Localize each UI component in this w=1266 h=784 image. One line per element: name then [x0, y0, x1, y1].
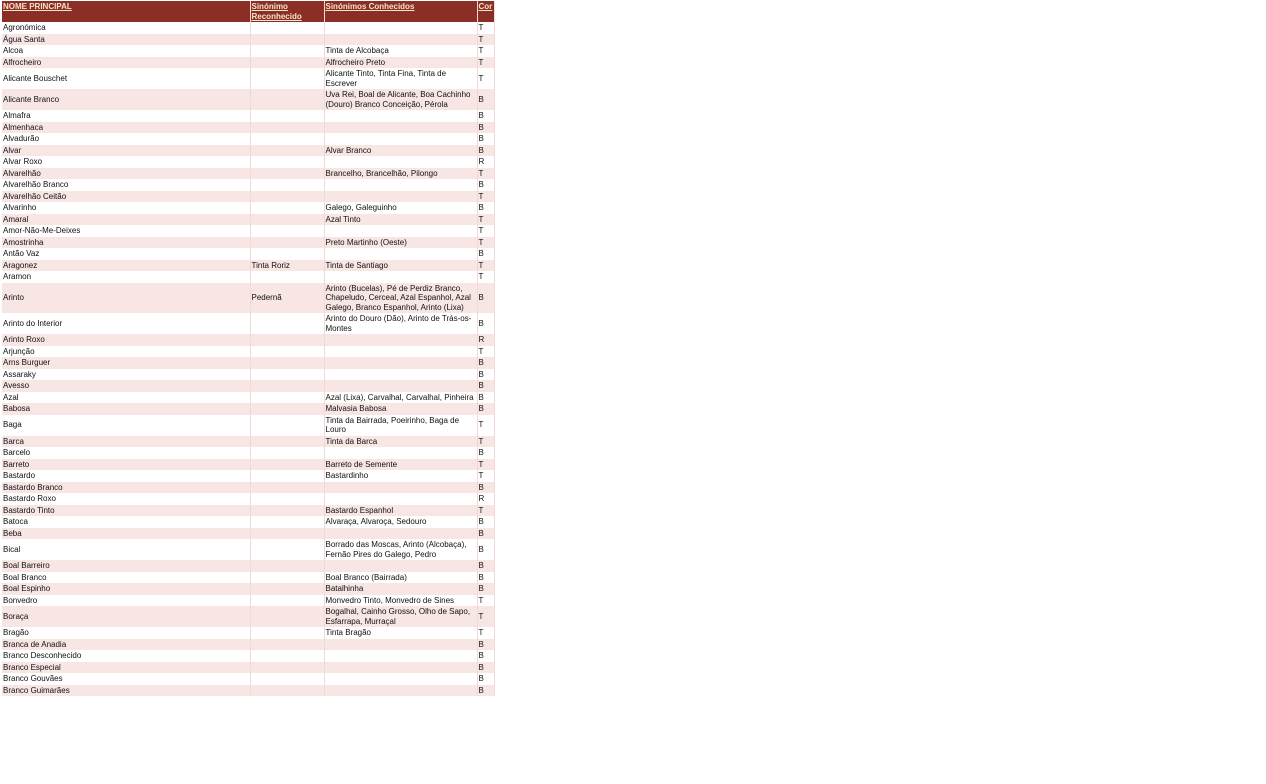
table-row — [2, 248, 494, 260]
cell-sinonimos-conhecidos[interactable]: Azal (Lixa), Carvalhal, Carvalhal, Pinheira — [324, 392, 477, 404]
cell-sinonimos-conhecidos[interactable] — [324, 447, 477, 459]
cell-sinonimos-conhecidos[interactable]: Alicante Tinto, Tinta Fina, Tinta de Escrever — [324, 68, 477, 89]
cell-nome-principal[interactable]: Antão Vaz — [2, 248, 250, 260]
cell-cor[interactable]: T — [477, 68, 494, 89]
cell-cor[interactable]: B — [477, 133, 494, 145]
cell-sinonimos-conhecidos[interactable] — [324, 482, 477, 494]
table-row — [2, 68, 494, 89]
table-row — [2, 225, 494, 237]
table-row — [2, 392, 494, 404]
cell-nome-principal[interactable]: Boal Branco — [2, 572, 250, 584]
table-body — [2, 22, 494, 696]
cell-nome-principal[interactable]: Branco Desconhecido — [2, 650, 250, 662]
cell-nome-principal[interactable]: Azal — [2, 392, 250, 404]
cell-sinonimo-reconhecido[interactable] — [250, 271, 324, 283]
table-row — [2, 505, 494, 517]
cell-nome-principal[interactable]: Amaral — [2, 214, 250, 226]
table-row — [2, 606, 494, 627]
cell-nome-principal[interactable]: Alvarelhão Ceitão — [2, 191, 250, 203]
cell-nome-principal[interactable]: Bical — [2, 539, 250, 560]
cell-sinonimos-conhecidos[interactable] — [324, 639, 477, 651]
cell-sinonimos-conhecidos[interactable] — [324, 380, 477, 392]
cell-cor[interactable]: B — [477, 572, 494, 584]
cell-nome-principal[interactable]: Alvarelhão Branco — [2, 179, 250, 191]
cell-cor[interactable]: B — [477, 482, 494, 494]
cell-sinonimo-reconhecido[interactable] — [250, 369, 324, 381]
cell-nome-principal[interactable]: Boraça — [2, 606, 250, 627]
cell-sinonimos-conhecidos[interactable] — [324, 133, 477, 145]
table-row — [2, 191, 494, 203]
cell-sinonimos-conhecidos[interactable]: Barreto de Semente — [324, 459, 477, 471]
cell-sinonimo-reconhecido[interactable] — [250, 57, 324, 69]
cell-sinonimos-conhecidos[interactable] — [324, 156, 477, 168]
cell-sinonimos-conhecidos[interactable]: Preto Martinho (Oeste) — [324, 237, 477, 249]
cell-cor[interactable]: T — [477, 436, 494, 448]
cell-nome-principal[interactable]: Almafra — [2, 110, 250, 122]
header-sinonimos-conhecidos[interactable]: Sinónimos Conhecidos — [324, 1, 477, 22]
table-row — [2, 447, 494, 459]
cell-sinonimos-conhecidos[interactable]: Brancelho, Brancelhão, Pilongo — [324, 168, 477, 180]
table-row — [2, 357, 494, 369]
cell-sinonimo-reconhecido[interactable] — [250, 685, 324, 697]
table-row — [2, 470, 494, 482]
cell-sinonimo-reconhecido[interactable] — [250, 650, 324, 662]
cell-nome-principal[interactable]: Bastardo Branco — [2, 482, 250, 494]
cell-cor[interactable]: T — [477, 595, 494, 607]
cell-sinonimos-conhecidos[interactable] — [324, 357, 477, 369]
cell-sinonimo-reconhecido[interactable] — [250, 334, 324, 346]
cell-sinonimos-conhecidos[interactable]: Monvedro Tinto, Monvedro de Sines — [324, 595, 477, 607]
cell-cor[interactable]: B — [477, 685, 494, 697]
cell-sinonimos-conhecidos[interactable]: Tinta da Barca — [324, 436, 477, 448]
cell-nome-principal[interactable]: Arinto Roxo — [2, 334, 250, 346]
cell-sinonimo-reconhecido[interactable] — [250, 539, 324, 560]
cell-sinonimo-reconhecido[interactable] — [250, 225, 324, 237]
table-row — [2, 271, 494, 283]
cell-nome-principal[interactable]: Babosa — [2, 403, 250, 415]
cell-cor[interactable]: B — [477, 560, 494, 572]
cell-cor[interactable]: B — [477, 248, 494, 260]
table-row — [2, 283, 494, 314]
cell-sinonimo-reconhecido[interactable] — [250, 202, 324, 214]
cell-sinonimo-reconhecido[interactable] — [250, 627, 324, 639]
cell-cor[interactable]: T — [477, 271, 494, 283]
cell-sinonimo-reconhecido[interactable] — [250, 516, 324, 528]
table-row — [2, 380, 494, 392]
varieties-table — [2, 1, 495, 696]
cell-nome-principal[interactable]: Branco Especial — [2, 662, 250, 674]
cell-sinonimo-reconhecido[interactable] — [250, 436, 324, 448]
cell-nome-principal[interactable]: Amor-Não-Me-Deixes — [2, 225, 250, 237]
cell-cor[interactable]: T — [477, 57, 494, 69]
cell-sinonimo-reconhecido[interactable] — [250, 639, 324, 651]
cell-sinonimos-conhecidos[interactable] — [324, 271, 477, 283]
table-row — [2, 34, 494, 46]
cell-cor[interactable]: B — [477, 528, 494, 540]
cell-sinonimos-conhecidos[interactable]: Azal Tinto — [324, 214, 477, 226]
table-row — [2, 685, 494, 697]
cell-nome-principal[interactable]: Bragão — [2, 627, 250, 639]
cell-sinonimo-reconhecido[interactable] — [250, 110, 324, 122]
cell-sinonimos-conhecidos[interactable]: Borrado das Moscas, Arinto (Alcobaça), Fernão Pires do Galego, Pedro — [324, 539, 477, 560]
header-cor[interactable]: Cor — [477, 1, 494, 22]
cell-sinonimos-conhecidos[interactable]: Arinto do Douro (Dão), Arinto de Trás-os-Montes — [324, 313, 477, 334]
cell-nome-principal[interactable]: Barca — [2, 436, 250, 448]
table-row — [2, 369, 494, 381]
cell-cor[interactable]: B — [477, 403, 494, 415]
cell-sinonimo-reconhecido[interactable] — [250, 133, 324, 145]
table-row — [2, 403, 494, 415]
cell-cor[interactable]: T — [477, 346, 494, 358]
cell-cor[interactable]: R — [477, 334, 494, 346]
cell-cor[interactable]: B — [477, 673, 494, 685]
cell-sinonimos-conhecidos[interactable] — [324, 191, 477, 203]
cell-cor[interactable]: T — [477, 505, 494, 517]
cell-nome-principal[interactable]: Beba — [2, 528, 250, 540]
table-row — [2, 639, 494, 651]
cell-cor[interactable]: T — [477, 191, 494, 203]
table-row — [2, 572, 494, 584]
cell-sinonimo-reconhecido[interactable]: Tinta Roriz — [250, 260, 324, 272]
cell-sinonimo-reconhecido[interactable] — [250, 380, 324, 392]
table-row — [2, 145, 494, 157]
cell-sinonimos-conhecidos[interactable] — [324, 685, 477, 697]
cell-sinonimo-reconhecido[interactable] — [250, 528, 324, 540]
cell-cor[interactable]: T — [477, 627, 494, 639]
cell-sinonimo-reconhecido[interactable] — [250, 45, 324, 57]
table-row — [2, 168, 494, 180]
cell-sinonimo-reconhecido[interactable] — [250, 179, 324, 191]
cell-cor[interactable]: B — [477, 283, 494, 314]
table-row — [2, 459, 494, 471]
cell-cor[interactable]: R — [477, 156, 494, 168]
cell-cor[interactable]: R — [477, 493, 494, 505]
cell-sinonimo-reconhecido[interactable] — [250, 22, 324, 34]
cell-nome-principal[interactable]: Boal Espinho — [2, 583, 250, 595]
table-row — [2, 528, 494, 540]
cell-sinonimos-conhecidos[interactable] — [324, 673, 477, 685]
cell-sinonimo-reconhecido[interactable] — [250, 156, 324, 168]
cell-nome-principal[interactable]: Amostrinha — [2, 237, 250, 249]
table-row — [2, 260, 494, 272]
cell-sinonimo-reconhecido[interactable] — [250, 459, 324, 471]
table-row — [2, 662, 494, 674]
table-row — [2, 650, 494, 662]
cell-sinonimo-reconhecido[interactable] — [250, 482, 324, 494]
cell-sinonimo-reconhecido[interactable] — [250, 313, 324, 334]
cell-nome-principal[interactable]: Assaraky — [2, 369, 250, 381]
cell-cor[interactable]: B — [477, 110, 494, 122]
cell-cor[interactable]: T — [477, 45, 494, 57]
cell-nome-principal[interactable]: Água Santa — [2, 34, 250, 46]
cell-nome-principal[interactable]: Boal Barreiro — [2, 560, 250, 572]
table-row — [2, 334, 494, 346]
table-row — [2, 673, 494, 685]
cell-sinonimos-conhecidos[interactable] — [324, 369, 477, 381]
cell-cor[interactable]: T — [477, 168, 494, 180]
cell-cor[interactable]: T — [477, 237, 494, 249]
table-row — [2, 595, 494, 607]
cell-cor[interactable]: B — [477, 357, 494, 369]
cell-cor[interactable]: T — [477, 225, 494, 237]
cell-nome-principal[interactable]: Branca de Anadia — [2, 639, 250, 651]
table-row — [2, 156, 494, 168]
cell-nome-principal[interactable]: Alicante Bouschet — [2, 68, 250, 89]
table-row — [2, 539, 494, 560]
cell-cor[interactable]: B — [477, 392, 494, 404]
table-row — [2, 179, 494, 191]
cell-sinonimo-reconhecido[interactable] — [250, 560, 324, 572]
table-row — [2, 482, 494, 494]
cell-sinonimos-conhecidos[interactable]: Batalhinha — [324, 583, 477, 595]
cell-sinonimo-reconhecido[interactable] — [250, 191, 324, 203]
cell-sinonimo-reconhecido[interactable] — [250, 470, 324, 482]
cell-nome-principal[interactable]: Agronómica — [2, 22, 250, 34]
cell-cor[interactable]: B — [477, 145, 494, 157]
cell-sinonimos-conhecidos[interactable]: Bastardo Espanhol — [324, 505, 477, 517]
table-row — [2, 214, 494, 226]
cell-cor[interactable]: B — [477, 369, 494, 381]
cell-nome-principal[interactable]: Arinto do Interior — [2, 313, 250, 334]
cell-sinonimos-conhecidos[interactable] — [324, 662, 477, 674]
cell-sinonimo-reconhecido[interactable] — [250, 392, 324, 404]
cell-sinonimo-reconhecido[interactable]: Pedernã — [250, 283, 324, 314]
cell-sinonimos-conhecidos[interactable]: Arinto (Bucelas), Pé de Perdiz Branco, Chapeludo, Cerceal, Azal Espanhol, Azal Galego, Branco Espanhol, Arinto (Lixa) — [324, 283, 477, 314]
cell-sinonimo-reconhecido[interactable] — [250, 214, 324, 226]
cell-nome-principal[interactable]: Aramon — [2, 271, 250, 283]
cell-cor[interactable]: B — [477, 639, 494, 651]
cell-nome-principal[interactable]: Alvarinho — [2, 202, 250, 214]
cell-nome-principal[interactable]: Batoca — [2, 516, 250, 528]
cell-sinonimos-conhecidos[interactable]: Galego, Galeguinho — [324, 202, 477, 214]
cell-sinonimo-reconhecido[interactable] — [250, 606, 324, 627]
cell-sinonimo-reconhecido[interactable] — [250, 89, 324, 110]
table-row — [2, 516, 494, 528]
cell-nome-principal[interactable]: Alfrocheiro — [2, 57, 250, 69]
cell-nome-principal[interactable]: Alvarelhão — [2, 168, 250, 180]
cell-sinonimos-conhecidos[interactable]: Tinta de Alcobaça — [324, 45, 477, 57]
header-sinonimo-reconhecido[interactable]: Sinónimo Reconhecido — [250, 1, 324, 22]
table-row — [2, 122, 494, 134]
table-row — [2, 110, 494, 122]
cell-sinonimos-conhecidos[interactable]: Alfrocheiro Preto — [324, 57, 477, 69]
cell-sinonimos-conhecidos[interactable]: Malvasia Babosa — [324, 403, 477, 415]
cell-cor[interactable]: B — [477, 313, 494, 334]
table-row — [2, 436, 494, 448]
cell-cor[interactable]: T — [477, 260, 494, 272]
table-row — [2, 560, 494, 572]
cell-nome-principal[interactable]: Bonvedro — [2, 595, 250, 607]
cell-sinonimo-reconhecido[interactable] — [250, 447, 324, 459]
cell-sinonimos-conhecidos[interactable] — [324, 560, 477, 572]
cell-sinonimos-conhecidos[interactable]: Tinta de Santiago — [324, 260, 477, 272]
cell-cor[interactable]: B — [477, 662, 494, 674]
cell-sinonimo-reconhecido[interactable] — [250, 493, 324, 505]
table-row — [2, 237, 494, 249]
cell-nome-principal[interactable]: Almenhaca — [2, 122, 250, 134]
cell-nome-principal[interactable]: Alvar Roxo — [2, 156, 250, 168]
cell-sinonimos-conhecidos[interactable] — [324, 110, 477, 122]
table-header — [2, 1, 494, 22]
cell-nome-principal[interactable]: Aragonez — [2, 260, 250, 272]
cell-cor[interactable]: B — [477, 447, 494, 459]
cell-cor[interactable]: B — [477, 539, 494, 560]
cell-sinonimo-reconhecido[interactable] — [250, 673, 324, 685]
cell-cor[interactable]: B — [477, 202, 494, 214]
cell-sinonimo-reconhecido[interactable] — [250, 357, 324, 369]
cell-cor[interactable]: B — [477, 122, 494, 134]
cell-sinonimo-reconhecido[interactable] — [250, 662, 324, 674]
cell-sinonimo-reconhecido[interactable] — [250, 34, 324, 46]
cell-sinonimo-reconhecido[interactable] — [250, 583, 324, 595]
table-row — [2, 133, 494, 145]
cell-sinonimo-reconhecido[interactable] — [250, 403, 324, 415]
cell-sinonimos-conhecidos[interactable]: Alvaraça, Alvaroça, Sedouro — [324, 516, 477, 528]
table-row — [2, 89, 494, 110]
cell-cor[interactable]: B — [477, 516, 494, 528]
cell-sinonimo-reconhecido[interactable] — [250, 237, 324, 249]
cell-cor[interactable]: B — [477, 89, 494, 110]
cell-sinonimo-reconhecido[interactable] — [250, 572, 324, 584]
cell-sinonimos-conhecidos[interactable] — [324, 22, 477, 34]
table-row — [2, 57, 494, 69]
cell-sinonimo-reconhecido[interactable] — [250, 168, 324, 180]
cell-sinonimos-conhecidos[interactable]: Tinta Bragão — [324, 627, 477, 639]
cell-cor[interactable]: T — [477, 470, 494, 482]
cell-nome-principal[interactable]: Arjunção — [2, 346, 250, 358]
cell-sinonimo-reconhecido[interactable] — [250, 595, 324, 607]
cell-cor[interactable]: T — [477, 415, 494, 436]
grape-variety-sheet — [2, 1, 494, 696]
table-row — [2, 22, 494, 34]
table-row — [2, 346, 494, 358]
header-nome-principal[interactable]: NOME PRINCIPAL — [2, 1, 250, 22]
cell-nome-principal[interactable]: Bastardo Roxo — [2, 493, 250, 505]
table-row — [2, 415, 494, 436]
cell-sinonimos-conhecidos[interactable] — [324, 34, 477, 46]
cell-sinonimos-conhecidos[interactable]: Tinta da Bairrada, Poeirinho, Baga de Louro — [324, 415, 477, 436]
cell-sinonimos-conhecidos[interactable] — [324, 346, 477, 358]
cell-sinonimo-reconhecido[interactable] — [250, 68, 324, 89]
cell-sinonimos-conhecidos[interactable] — [324, 248, 477, 260]
cell-nome-principal[interactable]: Branco Gouvães — [2, 673, 250, 685]
cell-sinonimos-conhecidos[interactable] — [324, 122, 477, 134]
cell-cor[interactable]: B — [477, 583, 494, 595]
cell-sinonimos-conhecidos[interactable] — [324, 650, 477, 662]
cell-sinonimos-conhecidos[interactable]: Bogalhal, Cainho Grosso, Olho de Sapo, Esfarrapa, Murraçal — [324, 606, 477, 627]
cell-nome-principal[interactable]: Barreto — [2, 459, 250, 471]
cell-nome-principal[interactable]: Alicante Branco — [2, 89, 250, 110]
table-row — [2, 202, 494, 214]
cell-nome-principal[interactable]: Arinto — [2, 283, 250, 314]
cell-nome-principal[interactable]: Branco Guimarães — [2, 685, 250, 697]
cell-cor[interactable]: T — [477, 34, 494, 46]
cell-sinonimos-conhecidos[interactable]: Bastardinho — [324, 470, 477, 482]
cell-sinonimos-conhecidos[interactable] — [324, 179, 477, 191]
table-row — [2, 493, 494, 505]
cell-cor[interactable]: B — [477, 650, 494, 662]
table-row — [2, 583, 494, 595]
cell-nome-principal[interactable]: Barcelo — [2, 447, 250, 459]
cell-sinonimos-conhecidos[interactable]: Boal Branco (Bairrada) — [324, 572, 477, 584]
cell-nome-principal[interactable]: Bastardo Tinto — [2, 505, 250, 517]
cell-nome-principal[interactable]: Baga — [2, 415, 250, 436]
cell-nome-principal[interactable]: Alcoa — [2, 45, 250, 57]
cell-cor[interactable]: B — [477, 380, 494, 392]
cell-nome-principal[interactable]: Bastardo — [2, 470, 250, 482]
cell-sinonimo-reconhecido[interactable] — [250, 248, 324, 260]
cell-nome-principal[interactable]: Avesso — [2, 380, 250, 392]
cell-nome-principal[interactable]: Alvadurão — [2, 133, 250, 145]
cell-sinonimos-conhecidos[interactable] — [324, 493, 477, 505]
cell-cor[interactable]: T — [477, 459, 494, 471]
cell-cor[interactable]: T — [477, 214, 494, 226]
cell-sinonimos-conhecidos[interactable] — [324, 528, 477, 540]
cell-sinonimo-reconhecido[interactable] — [250, 346, 324, 358]
cell-sinonimos-conhecidos[interactable] — [324, 334, 477, 346]
table-row — [2, 45, 494, 57]
cell-sinonimos-conhecidos[interactable]: Alvar Branco — [324, 145, 477, 157]
table-row — [2, 627, 494, 639]
table-row — [2, 313, 494, 334]
cell-sinonimo-reconhecido[interactable] — [250, 505, 324, 517]
cell-cor[interactable]: T — [477, 606, 494, 627]
cell-cor[interactable]: B — [477, 179, 494, 191]
header-row — [2, 1, 494, 22]
cell-sinonimo-reconhecido[interactable] — [250, 415, 324, 436]
cell-sinonimo-reconhecido[interactable] — [250, 122, 324, 134]
cell-sinonimo-reconhecido[interactable] — [250, 145, 324, 157]
cell-nome-principal[interactable]: Arns Burguer — [2, 357, 250, 369]
cell-sinonimos-conhecidos[interactable]: Uva Rei, Boal de Alicante, Boa Cachinho (Douro) Branco Conceição, Pérola — [324, 89, 477, 110]
cell-sinonimos-conhecidos[interactable] — [324, 225, 477, 237]
cell-nome-principal[interactable]: Alvar — [2, 145, 250, 157]
cell-cor[interactable]: T — [477, 22, 494, 34]
